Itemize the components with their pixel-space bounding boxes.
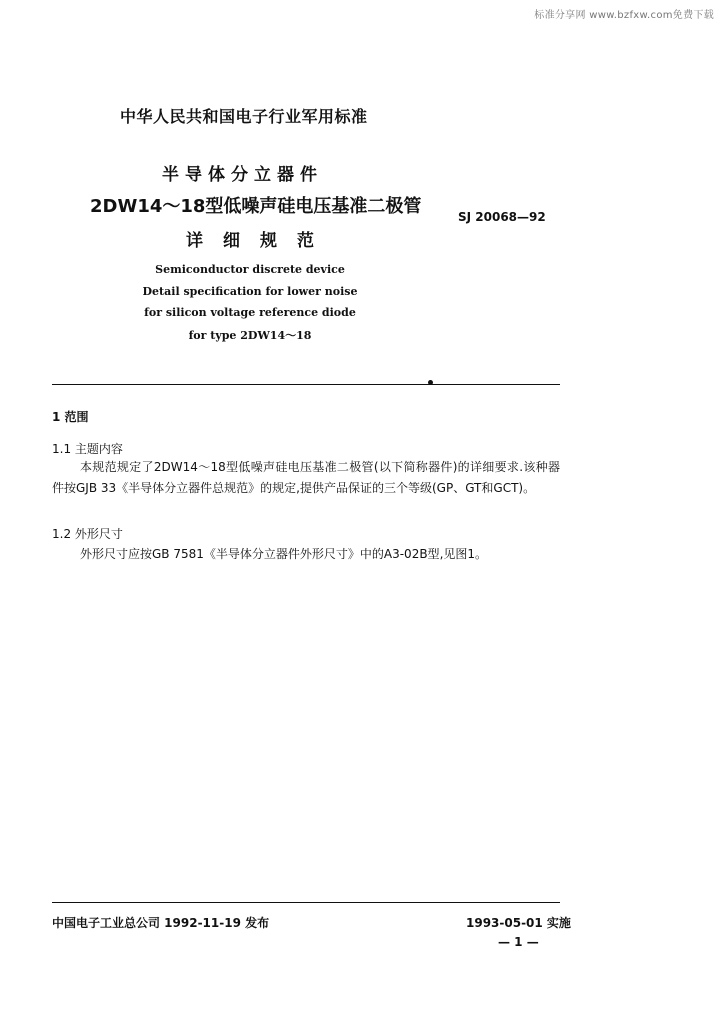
english-title-line1: Semiconductor discrete device [155,263,345,276]
footer-divider [52,902,560,903]
english-title-line2: Detail specification for lower noise [142,285,358,298]
section-1-1-heading: 1.1 主题内容 [52,442,123,456]
section-1-2-paragraph: 外形尺寸应按GB 7581《半导体分立器件外形尺寸》中的A3-02B型,见图1。 [80,547,488,561]
section-1-1-paragraph: 本规范规定了2DW14～18型低噪声硅电压基准二极管(以下简称器件)的详细要求.该种器件按GJB 33《半导体分立器件总规范》的规定,提供产品保证的三个等级(GP、GT和GCT)。 [52,460,560,495]
header-divider [52,384,560,385]
page-number: — 1 — [498,935,539,949]
standard-code: SJ 20068—92 [458,210,546,224]
organization-heading: 中华人民共和国电子行业军用标准 [120,107,368,126]
section-1-heading: 1 范围 [52,410,89,424]
english-title-line3: for silicon voltage reference diode [144,306,356,319]
watermark: 标准分享网 www.bzfxw.com免费下载 [534,10,714,21]
section-1-2-heading: 1.2 外形尺寸 [52,527,123,541]
publisher-line: 中国电子工业总公司 1992-11-19 发布 [52,916,270,930]
effective-date: 1993-05-01 实施 [466,916,571,930]
document-title-line3: 详细规范 [186,231,334,251]
document-title-line2: 2DW14～18型低噪声硅电压基准二极管 [90,196,422,217]
document-title-line1: 半导体分立器件 [162,165,323,185]
english-title-line4: for type 2DW14～18 [188,329,312,342]
divider-dot [428,380,433,385]
